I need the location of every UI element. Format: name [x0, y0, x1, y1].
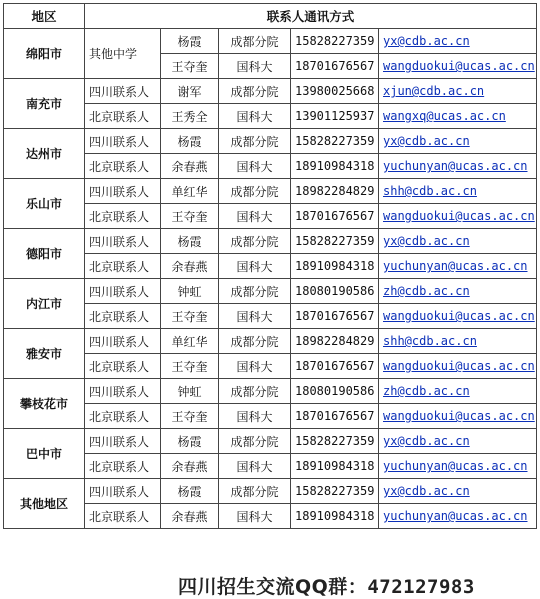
- contact-role: 四川联系人: [85, 429, 161, 454]
- contact-phone: 13901125937: [291, 104, 379, 129]
- contact-name: 钟虹: [161, 279, 219, 304]
- contact-role: 四川联系人: [85, 379, 161, 404]
- footer-qq-number: 472127983: [367, 576, 475, 598]
- contact-name: 钟虹: [161, 379, 219, 404]
- contact-branch: 成都分院: [219, 329, 291, 354]
- contact-role: 北京联系人: [85, 354, 161, 379]
- region-cell: 乐山市: [4, 179, 85, 229]
- contact-role: 四川联系人: [85, 329, 161, 354]
- contact-branch: 国科大: [219, 304, 291, 329]
- contact-branch: 国科大: [219, 154, 291, 179]
- contact-phone: 18982284829: [291, 179, 379, 204]
- contact-name: 王夺奎: [161, 354, 219, 379]
- table-row: [4, 429, 537, 454]
- contact-phone: 15828227359: [291, 479, 379, 504]
- contact-email[interactable]: yx@cdb.ac.cn: [379, 129, 537, 154]
- qq-group-footer: [178, 572, 475, 599]
- contact-role: 北京联系人: [85, 154, 161, 179]
- contact-branch: 国科大: [219, 354, 291, 379]
- contact-branch: 成都分院: [219, 29, 291, 54]
- contact-name: 余春燕: [161, 254, 219, 279]
- contact-role: 四川联系人: [85, 229, 161, 254]
- contact-phone: 18701676567: [291, 354, 379, 379]
- contact-role: 北京联系人: [85, 404, 161, 429]
- contact-branch: 成都分院: [219, 479, 291, 504]
- contact-email[interactable]: wangduokui@ucas.ac.cn: [379, 404, 537, 429]
- table-header-row: [4, 4, 537, 29]
- region-cell: 达州市: [4, 129, 85, 179]
- contact-name: 单红华: [161, 329, 219, 354]
- contact-email[interactable]: wangduokui@ucas.ac.cn: [379, 204, 537, 229]
- contact-role: 四川联系人: [85, 179, 161, 204]
- contact-phone: 15828227359: [291, 29, 379, 54]
- contact-email[interactable]: yuchunyan@ucas.ac.cn: [379, 454, 537, 479]
- region-cell: 内江市: [4, 279, 85, 329]
- contact-email[interactable]: yx@cdb.ac.cn: [379, 479, 537, 504]
- contact-name: 王夺奎: [161, 404, 219, 429]
- contact-phone: 15828227359: [291, 429, 379, 454]
- contact-phone: 18982284829: [291, 329, 379, 354]
- contact-branch: 国科大: [219, 204, 291, 229]
- contact-branch: 成都分院: [219, 379, 291, 404]
- contact-email[interactable]: wangduokui@ucas.ac.cn: [379, 54, 537, 79]
- table-row: [4, 229, 537, 254]
- contact-name: 杨霞: [161, 229, 219, 254]
- contact-name: 王夺奎: [161, 204, 219, 229]
- contact-email[interactable]: shh@cdb.ac.cn: [379, 179, 537, 204]
- contact-branch: 成都分院: [219, 179, 291, 204]
- footer-label: 四川招生交流QQ群：: [178, 576, 368, 598]
- contact-role: 北京联系人: [85, 504, 161, 529]
- table-row: [4, 329, 537, 354]
- contact-role: 北京联系人: [85, 254, 161, 279]
- region-cell: 巴中市: [4, 429, 85, 479]
- contact-name: 王夺奎: [161, 54, 219, 79]
- table-row: [4, 279, 537, 304]
- region-cell: 攀枝花市: [4, 379, 85, 429]
- contact-email[interactable]: shh@cdb.ac.cn: [379, 329, 537, 354]
- contact-role: 其他中学: [85, 29, 161, 79]
- contact-branch: 成都分院: [219, 129, 291, 154]
- contact-role: 北京联系人: [85, 454, 161, 479]
- contact-email[interactable]: yx@cdb.ac.cn: [379, 429, 537, 454]
- contact-branch: 成都分院: [219, 429, 291, 454]
- contact-name: 余春燕: [161, 154, 219, 179]
- contact-role: 四川联系人: [85, 129, 161, 154]
- contact-phone: 18080190586: [291, 379, 379, 404]
- header-contact: 联系人通讯方式: [85, 4, 537, 29]
- table-row: [4, 479, 537, 504]
- contact-phone: 18701676567: [291, 304, 379, 329]
- table-row: [4, 129, 537, 154]
- table-row: [4, 29, 537, 54]
- region-cell: 雅安市: [4, 329, 85, 379]
- contact-phone: 18701676567: [291, 54, 379, 79]
- contact-name: 杨霞: [161, 29, 219, 54]
- contact-name: 余春燕: [161, 454, 219, 479]
- contact-phone: 18910984318: [291, 454, 379, 479]
- contact-phone: 15828227359: [291, 229, 379, 254]
- contact-phone: 15828227359: [291, 129, 379, 154]
- contact-email[interactable]: wangduokui@ucas.ac.cn: [379, 354, 537, 379]
- contact-email[interactable]: zh@cdb.ac.cn: [379, 379, 537, 404]
- region-cell: 德阳市: [4, 229, 85, 279]
- table-row: [4, 79, 537, 104]
- contact-role: 四川联系人: [85, 79, 161, 104]
- region-cell: 南充市: [4, 79, 85, 129]
- contact-phone: 13980025668: [291, 79, 379, 104]
- contact-email[interactable]: yx@cdb.ac.cn: [379, 229, 537, 254]
- contact-phone: 18701676567: [291, 204, 379, 229]
- contact-phone: 18910984318: [291, 504, 379, 529]
- contact-branch: 国科大: [219, 504, 291, 529]
- contact-role: 北京联系人: [85, 204, 161, 229]
- contact-name: 杨霞: [161, 429, 219, 454]
- contact-branch: 国科大: [219, 404, 291, 429]
- contact-phone: 18910984318: [291, 254, 379, 279]
- contact-email[interactable]: yuchunyan@ucas.ac.cn: [379, 154, 537, 179]
- region-cell: 绵阳市: [4, 29, 85, 79]
- contact-branch: 成都分院: [219, 279, 291, 304]
- contact-name: 谢军: [161, 79, 219, 104]
- contact-name: 余春燕: [161, 504, 219, 529]
- contact-phone: 18910984318: [291, 154, 379, 179]
- header-region: 地区: [4, 4, 85, 29]
- contact-email[interactable]: zh@cdb.ac.cn: [379, 279, 537, 304]
- table-body: [4, 29, 537, 529]
- region-cell: 其他地区: [4, 479, 85, 529]
- contact-branch: 国科大: [219, 104, 291, 129]
- contact-email[interactable]: yuchunyan@ucas.ac.cn: [379, 254, 537, 279]
- contact-name: 杨霞: [161, 129, 219, 154]
- contact-role: 四川联系人: [85, 279, 161, 304]
- contact-email[interactable]: xjun@cdb.ac.cn: [379, 79, 537, 104]
- contact-role: 北京联系人: [85, 104, 161, 129]
- contact-branch: 成都分院: [219, 79, 291, 104]
- contact-branch: 成都分院: [219, 229, 291, 254]
- contact-email[interactable]: wangxq@ucas.ac.cn: [379, 104, 537, 129]
- contact-email[interactable]: yx@cdb.ac.cn: [379, 29, 537, 54]
- table-row: [4, 179, 537, 204]
- contact-name: 单红华: [161, 179, 219, 204]
- contact-branch: 国科大: [219, 254, 291, 279]
- table-row: [4, 379, 537, 404]
- contact-email[interactable]: yuchunyan@ucas.ac.cn: [379, 504, 537, 529]
- contact-name: 杨霞: [161, 479, 219, 504]
- contact-name: 王夺奎: [161, 304, 219, 329]
- contact-phone: 18701676567: [291, 404, 379, 429]
- contact-branch: 国科大: [219, 454, 291, 479]
- contact-branch: 国科大: [219, 54, 291, 79]
- contact-email[interactable]: wangduokui@ucas.ac.cn: [379, 304, 537, 329]
- contact-name: 王秀全: [161, 104, 219, 129]
- contact-role: 四川联系人: [85, 479, 161, 504]
- contact-role: 北京联系人: [85, 304, 161, 329]
- contact-table: [3, 3, 537, 529]
- contact-phone: 18080190586: [291, 279, 379, 304]
